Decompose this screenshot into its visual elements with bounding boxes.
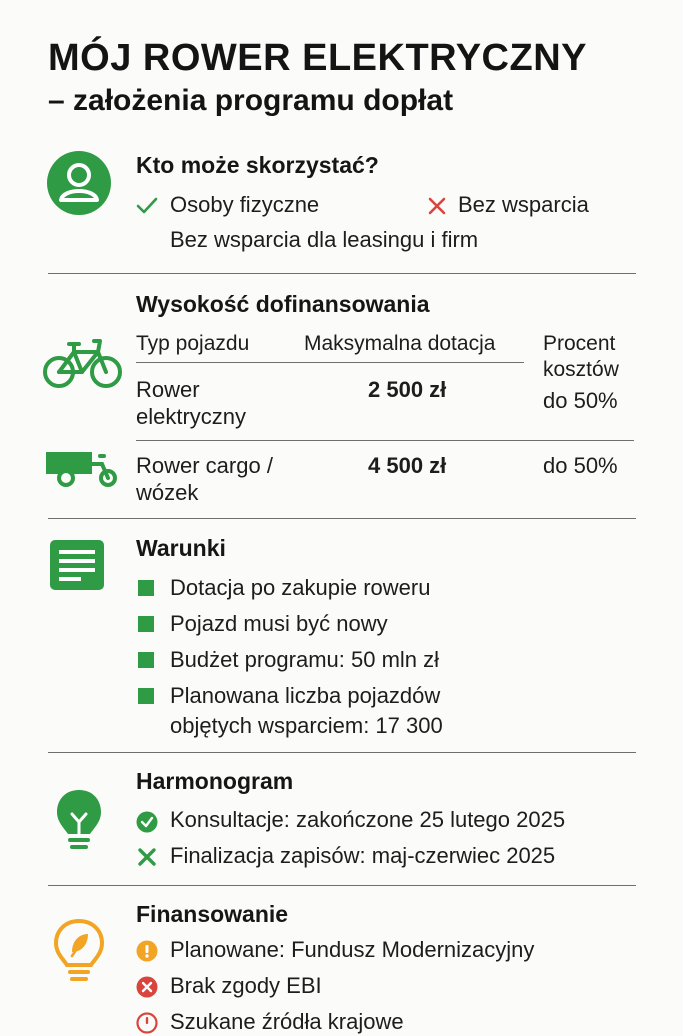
user-icon	[46, 150, 112, 216]
cargo-bike-icon	[44, 450, 120, 488]
list-item: Budżet programu: 50 mln zł	[170, 647, 440, 672]
col-max-header: Maksymalna dotacja	[304, 332, 496, 355]
row-max-value: 2 500 zł	[368, 377, 447, 402]
list-item: Konsultacje: zakończone 25 lutego 2025	[170, 807, 566, 832]
row-type-line1: Rower cargo /	[136, 453, 273, 478]
col-percent-header-2: kosztów	[543, 358, 619, 381]
bullet-square-icon	[138, 688, 154, 704]
divider	[48, 273, 636, 274]
row-type-line2: elektryczny	[136, 404, 247, 429]
table-row-line	[136, 440, 634, 441]
funding-heading: Wysokość dofinansowania	[136, 291, 430, 317]
cross-icon	[428, 197, 446, 215]
eco-bulb-icon	[53, 918, 105, 984]
col-type-header: Typ pojazdu	[136, 332, 250, 355]
tools-icon	[137, 847, 157, 867]
list-item-continued: objętych wsparciem: 17 300	[170, 713, 443, 738]
eligibility-heading: Kto może skorzystać?	[136, 152, 379, 178]
eligibility-no: Bez wsparcia	[458, 192, 589, 217]
divider	[48, 518, 636, 519]
bullet-square-icon	[138, 652, 154, 668]
list-item: Pojazd musi być nowy	[170, 611, 388, 636]
eligibility-yes: Osoby fizyczne	[170, 192, 320, 217]
row-percent-value: do 50%	[543, 453, 618, 478]
error-icon	[136, 976, 158, 998]
document-icon	[50, 540, 104, 590]
list-item: Dotacja po zakupie roweru	[170, 575, 431, 600]
bullet-square-icon	[138, 580, 154, 596]
page-subtitle: – założenia programu dopłat	[48, 84, 454, 117]
row-type-line1: Rower	[136, 377, 200, 402]
col-percent-header-1: Procent	[543, 332, 616, 355]
financing-heading: Finansowanie	[136, 901, 289, 927]
schedule-heading: Harmonogram	[136, 768, 294, 794]
table-header-line	[136, 362, 524, 363]
divider	[48, 752, 636, 753]
divider	[48, 885, 636, 886]
page-title: MÓJ ROWER ELEKTRYCZNY	[48, 37, 587, 79]
list-item: Brak zgody EBI	[170, 973, 322, 998]
row-percent-value: do 50%	[543, 388, 618, 413]
check-circle-icon	[136, 811, 158, 833]
list-item: Szukane źródła krajowe	[170, 1009, 404, 1034]
lightbulb-icon	[55, 788, 103, 854]
list-item: Planowane: Fundusz Modernizacyjny	[170, 937, 535, 962]
eligibility-note: Bez wsparcia dla leasingu i firm	[170, 227, 479, 252]
bullet-square-icon	[138, 616, 154, 632]
row-type-line2: wózek	[136, 480, 199, 505]
list-item: Planowana liczba pojazdów	[170, 683, 441, 708]
alert-icon	[136, 1012, 158, 1034]
row-max-value: 4 500 zł	[368, 453, 447, 478]
conditions-heading: Warunki	[136, 535, 226, 561]
check-icon	[136, 196, 158, 216]
bicycle-icon	[42, 334, 124, 392]
warning-icon	[136, 940, 158, 962]
list-item: Finalizacja zapisów: maj-czerwiec 2025	[170, 843, 556, 868]
